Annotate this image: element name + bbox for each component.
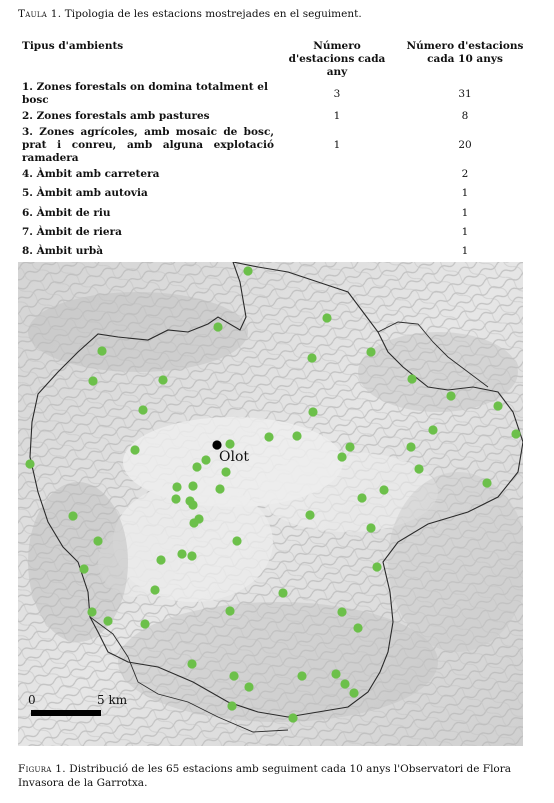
station-point xyxy=(493,401,502,410)
table-row xyxy=(18,223,534,242)
station-point xyxy=(97,346,106,355)
station-point xyxy=(278,588,287,597)
table-header-row xyxy=(18,38,534,81)
station-point xyxy=(213,322,222,331)
station-point xyxy=(406,442,415,451)
station-point xyxy=(225,606,234,615)
station-point xyxy=(201,455,210,464)
town-label: Olot xyxy=(219,449,250,465)
habitat-type-cell: 1. Zones forestals on domina totalment el bosc xyxy=(22,81,268,106)
station-point xyxy=(288,713,297,722)
table-caption-lead: Taula 1. xyxy=(18,8,62,20)
station-point xyxy=(243,266,252,275)
table-body xyxy=(18,81,534,261)
station-point xyxy=(68,511,77,520)
station-point xyxy=(305,510,314,519)
station-point xyxy=(88,376,97,385)
figure-caption xyxy=(18,762,538,790)
station-point xyxy=(225,439,234,448)
habitat-type-cell: 6. Àmbit de riu xyxy=(22,206,111,219)
station-point xyxy=(187,659,196,668)
station-point xyxy=(103,616,112,625)
annual-count-cell xyxy=(278,165,396,184)
station-point xyxy=(379,485,388,494)
station-point xyxy=(244,682,253,691)
map-svg xyxy=(18,262,523,746)
header-habitat-type: Tipus d'ambients xyxy=(22,40,124,52)
station-point xyxy=(177,549,186,558)
table-row xyxy=(18,126,534,165)
decadal-count-cell: 1 xyxy=(461,187,469,200)
station-point xyxy=(428,425,437,434)
station-point xyxy=(150,585,159,594)
station-point xyxy=(215,484,224,493)
station-point xyxy=(337,452,346,461)
table-row xyxy=(18,204,534,223)
station-point xyxy=(345,442,354,451)
decadal-count-cell: 2 xyxy=(461,168,469,181)
station-point xyxy=(353,623,362,632)
scale-bar xyxy=(31,710,101,716)
station-point xyxy=(140,619,149,628)
habitat-type-cell: 8. Àmbit urbà xyxy=(22,245,104,258)
station-point xyxy=(187,551,196,560)
station-point xyxy=(322,313,331,322)
station-point xyxy=(79,564,88,573)
station-point xyxy=(25,459,34,468)
habitat-type-cell: 5. Àmbit amb autovia xyxy=(22,187,148,200)
table-caption-text: Tipologia de les estacions mostrejades en el seguiment. xyxy=(61,8,362,20)
table-row xyxy=(18,165,534,184)
station-point xyxy=(156,555,165,564)
table-row xyxy=(18,242,534,261)
figure-caption-lead: Figura 1. xyxy=(18,763,66,775)
station-point xyxy=(292,431,301,440)
decadal-count-cell: 20 xyxy=(458,139,472,152)
annual-count-cell: 3 xyxy=(333,87,341,100)
station-point xyxy=(158,375,167,384)
annual-count-cell xyxy=(278,184,396,203)
station-point xyxy=(331,669,340,678)
annual-count-cell xyxy=(278,242,396,261)
station-point xyxy=(307,353,316,362)
annual-count-cell: 1 xyxy=(333,110,341,123)
station-point xyxy=(264,432,273,441)
station-point xyxy=(188,481,197,490)
station-point xyxy=(189,518,198,527)
station-point xyxy=(232,536,241,545)
station-point xyxy=(229,671,238,680)
table-caption xyxy=(18,7,362,21)
stations-table xyxy=(18,38,534,261)
scale-end-label: 5 km xyxy=(97,693,128,707)
station-point xyxy=(308,407,317,416)
station-point xyxy=(297,671,306,680)
header-annual-count: Número d'estacions cada any xyxy=(288,40,386,78)
scale-start-label: 0 xyxy=(28,693,36,707)
station-point xyxy=(366,523,375,532)
decadal-count-cell: 1 xyxy=(461,206,469,219)
station-point xyxy=(172,482,181,491)
station-point xyxy=(372,562,381,571)
habitat-type-cell: 7. Àmbit de riera xyxy=(22,225,122,238)
station-point xyxy=(138,405,147,414)
station-point xyxy=(366,347,375,356)
figure-caption-text: Distribució de les 65 estacions amb seguiment cada 10 anys l'Observatori de Flora Invasora de la Garrotxa. xyxy=(18,763,512,789)
station-point xyxy=(446,391,455,400)
station-point xyxy=(227,701,236,710)
table-row xyxy=(18,107,534,126)
station-point xyxy=(192,462,201,471)
annual-count-cell xyxy=(278,204,396,223)
table-row xyxy=(18,81,534,107)
station-point xyxy=(482,478,491,487)
station-map xyxy=(18,262,523,746)
header-decadal-count: Número d'estacions cada 10 anys xyxy=(406,40,524,65)
station-point xyxy=(357,493,366,502)
station-point xyxy=(407,374,416,383)
station-point xyxy=(221,467,230,476)
habitat-type-cell: 2. Zones forestals amb pastures xyxy=(22,110,210,123)
decadal-count-cell: 1 xyxy=(461,245,469,258)
decadal-count-cell: 8 xyxy=(461,110,469,123)
station-point xyxy=(349,688,358,697)
station-point xyxy=(340,679,349,688)
table-row xyxy=(18,184,534,203)
annual-count-cell: 1 xyxy=(333,139,341,152)
decadal-count-cell: 31 xyxy=(458,87,472,100)
decadal-count-cell: 1 xyxy=(461,225,469,238)
station-point xyxy=(511,429,520,438)
station-point xyxy=(188,500,197,509)
terrain-relief xyxy=(18,262,523,746)
station-point xyxy=(171,494,180,503)
station-point xyxy=(414,464,423,473)
station-point xyxy=(87,607,96,616)
station-point xyxy=(130,445,139,454)
station-point xyxy=(337,607,346,616)
habitat-type-cell: 3. Zones agrícoles, amb mosaic de bosc, prat i conreu, amb alguna explotació ramadera xyxy=(22,126,274,165)
habitat-type-cell: 4. Àmbit amb carretera xyxy=(22,168,160,181)
station-point xyxy=(93,536,102,545)
annual-count-cell xyxy=(278,223,396,242)
